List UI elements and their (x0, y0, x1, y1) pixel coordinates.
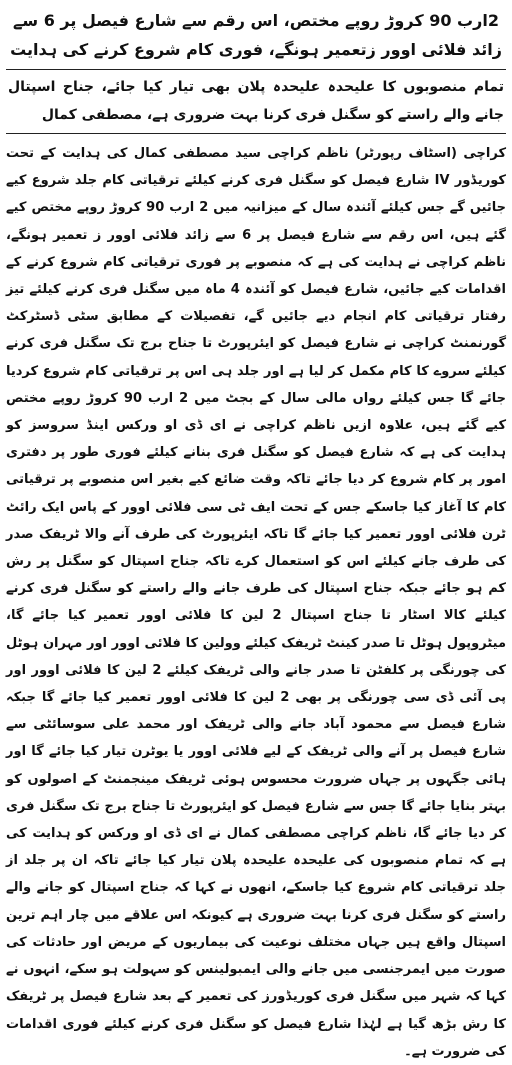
subheadline-bottom-divider (6, 133, 506, 134)
article-body: کراچی (اسٹاف رپورٹر) ناظم کراچی سید مصطفی کمال کی ہدایت کے تحت کوریڈور IV شارع فیصل کو سگنل فری کرنے کیلئے ترقیاتی کام جلد شروع کیے جائیں گے جس کیلئے آئندہ سال کے میزانیہ میں 2 ارب 90 کروڑ روپے مختص کیے گئے ہیں، اس رقم سے شارع فیصل پر 6 سے زائد فلائی اوور ز تعمیر ہونگے، ناظم کراچی نے ہدایت کی ہے کہ منصوبے پر فوری ترقیاتی کام شروع کرنے کے اقدامات کیے جائیں، شارع فیصل کو آئندہ 4 ماہ میں سگنل فری کرنے کیلئے تیز رفتار ترقیاتی کام انجام دیے جائیں گے، تفصیلات کے مطابق سٹی ڈسٹرکٹ گورنمنٹ کراچی نے شارع فیصل کو ایئرپورٹ تا جناح برج تک سگنل فری کرنے کیلئے سروے کا کام مکمل کر لیا ہے اور جلد ہی اس پر ترقیاتی کام شروع کردیا جائے گا جس کیلئے رواں مالی سال کے بجٹ میں 2 ارب 90 کروڑ روپے مختص کیے گئے ہیں، علاوہ ازیں ناظم کراچی نے ای ڈی او ورکس اینڈ سروسز کو ہدایت کی ہے کہ شارع فیصل کو سگنل فری بنانے کیلئے فوری طور پر دفتری امور پر کام شروع کر دیا جائے تاکہ وقت ضائع کیے بغیر اس منصوبے پر ترقیاتی کام کا آغاز کیا جاسکے جس کے تحت ایف ٹی سی فلائی اوور کے پاس ایک رائٹ ٹرن فلائی اوور تعمیر کیا جائے گا تاکہ ایئرپورٹ کی طرف آنے والا ٹریفک صدر کی طرف جانے کیلئے اس کو استعمال کرے تاکہ جناح اسپتال کو سگنل پر رش کم ہو جائے جبکہ جناح اسپتال کی طرف جانے والے راستے کو سگنل فری کرنے کیلئے کالا اسٹار تا جناح اسپتال 2 لین کا فلائی اوور تعمیر کیا جائے گا، میٹروپول ہوٹل تا صدر کینٹ ٹریفک کیلئے وولین کا فلائی اوور اور مہران ہوٹل کی چورنگی پر کلفٹن تا صدر جانے والی ٹریفک کیلئے 2 لین کا فلائی اوور اور پی آئی ڈی سی چورنگی پر بھی 2 لین کا فلائی اوور تعمیر کیا جائے گا جبکہ شارع فیصل سے محمود آباد جانے والی ٹریفک اور محمد علی سوسائٹی سے شارع فیصل پر آنے والی ٹریفک کے لیے فلائی اوور یا یوٹرن تیار کیا جائے گا اور ہائی جگہوں پر جہاں ضرورت محسوس ہوئی ٹریفک مینجمنٹ کے اصولوں کو بہتر بنایا جائے گا جس سے شارع فیصل کو ایئرپورٹ تا جناح برج تک سگنل فری کر دیا جائے گا، ناظم کراچی مصطفی کمال نے ای ڈی او ورکس کو ہدایت کی ہے کہ تمام منصوبوں کی علیحدہ علیحدہ پلان تیار کیا جائے تاکہ ان پر جلد از جلد ترقیاتی کام شروع کیا جاسکے، انھوں نے کہا کہ جناح اسپتال کو جانے والے راستے کو سگنل فری کرنا بہت ضروری ہے کیونکہ اس علاقے میں چار اہم ترین اسپتال واقع ہیں جہاں مختلف نوعیت کی بیماریوں کے مریض اور حادثات کی صورت میں ایمرجنسی میں جانے والی ایمبولینس کو سہولت ہو سکے، انہوں نے کہا کہ شہر میں سگنل فری کوریڈورز کی تعمیر کے بعد شارع فیصل پر ٹریفک کا رش بڑھ گیا ہے لہٰذا شارع فیصل کو سگنل فری کرنے کیلئے فوری اقدامات کی ضرورت ہے۔ (6, 146, 507, 1059)
headline: 2ارب 90 کروڑ روپے مختص، اس رقم سے شارع فیصل پر 6 سے زائد فلائی اوور زتعمیر ہونگے، فوری کام شروع کرنے کی ہدایت (10, 11, 502, 59)
subheadline: تمام منصوبوں کا علیحدہ علیحدہ پلان بھی تیار کیا جائے، جناح اسپتال جانے والے راستے کو سگنل فری کرنا بہت ضروری ہے، مصطفی کمال (8, 79, 504, 123)
